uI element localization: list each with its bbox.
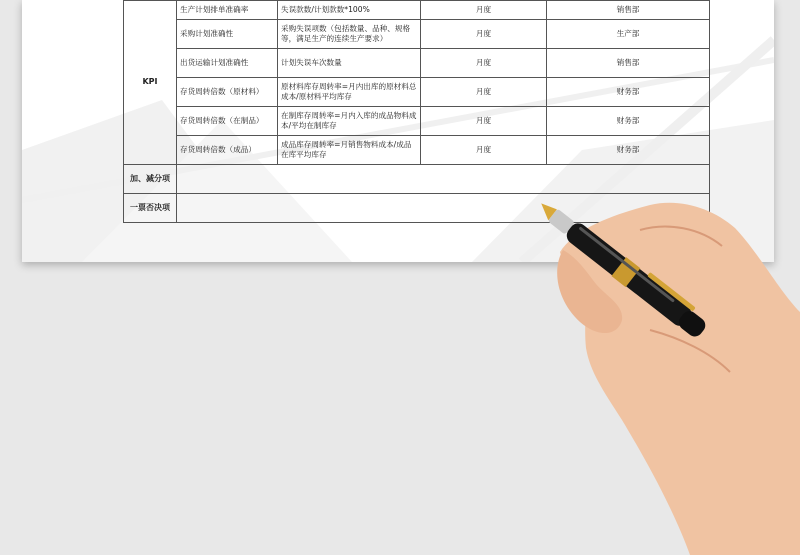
kpi-period: 月度 <box>421 1 547 20</box>
extra-row-label: 加、减分项 <box>124 165 177 194</box>
kpi-dept: 生产部 <box>547 20 710 49</box>
kpi-item: 采购计划准确性 <box>177 20 278 49</box>
kpi-item: 存货周转倍数（原材料） <box>177 78 278 107</box>
extra-row-label: 一票否决项 <box>124 194 177 223</box>
kpi-item: 生产计划排单准确率 <box>177 1 278 20</box>
kpi-formula: 在制库存周转率=月内入库的成品物料成本/平均在制库存 <box>278 107 421 136</box>
kpi-formula: 采购失误项数（包括数量、品种、规格等，满足生产的连续生产要求） <box>278 20 421 49</box>
kpi-period: 月度 <box>421 136 547 165</box>
kpi-item: 存货周转倍数（成品） <box>177 136 278 165</box>
category-cell: KPI <box>124 1 177 165</box>
kpi-dept: 财务部 <box>547 78 710 107</box>
kpi-item: 出货运输计划准确性 <box>177 49 278 78</box>
kpi-dept: 销售部 <box>547 49 710 78</box>
kpi-dept: 销售部 <box>547 1 710 20</box>
kpi-formula: 计划失误车次数量 <box>278 49 421 78</box>
kpi-period: 月度 <box>421 20 547 49</box>
kpi-period: 月度 <box>421 49 547 78</box>
kpi-period: 月度 <box>421 107 547 136</box>
kpi-formula: 原材料库存周转率=月内出库的原材料总成本/原材料平均库存 <box>278 78 421 107</box>
kpi-formula: 失误款数/计划款数*100% <box>278 1 421 20</box>
kpi-formula: 成品库存周转率=月销售物料成本/成品在库平均库存 <box>278 136 421 165</box>
kpi-item: 存货周转倍数（在制品） <box>177 107 278 136</box>
kpi-dept: 财务部 <box>547 107 710 136</box>
kpi-period: 月度 <box>421 78 547 107</box>
kpi-dept: 财务部 <box>547 136 710 165</box>
